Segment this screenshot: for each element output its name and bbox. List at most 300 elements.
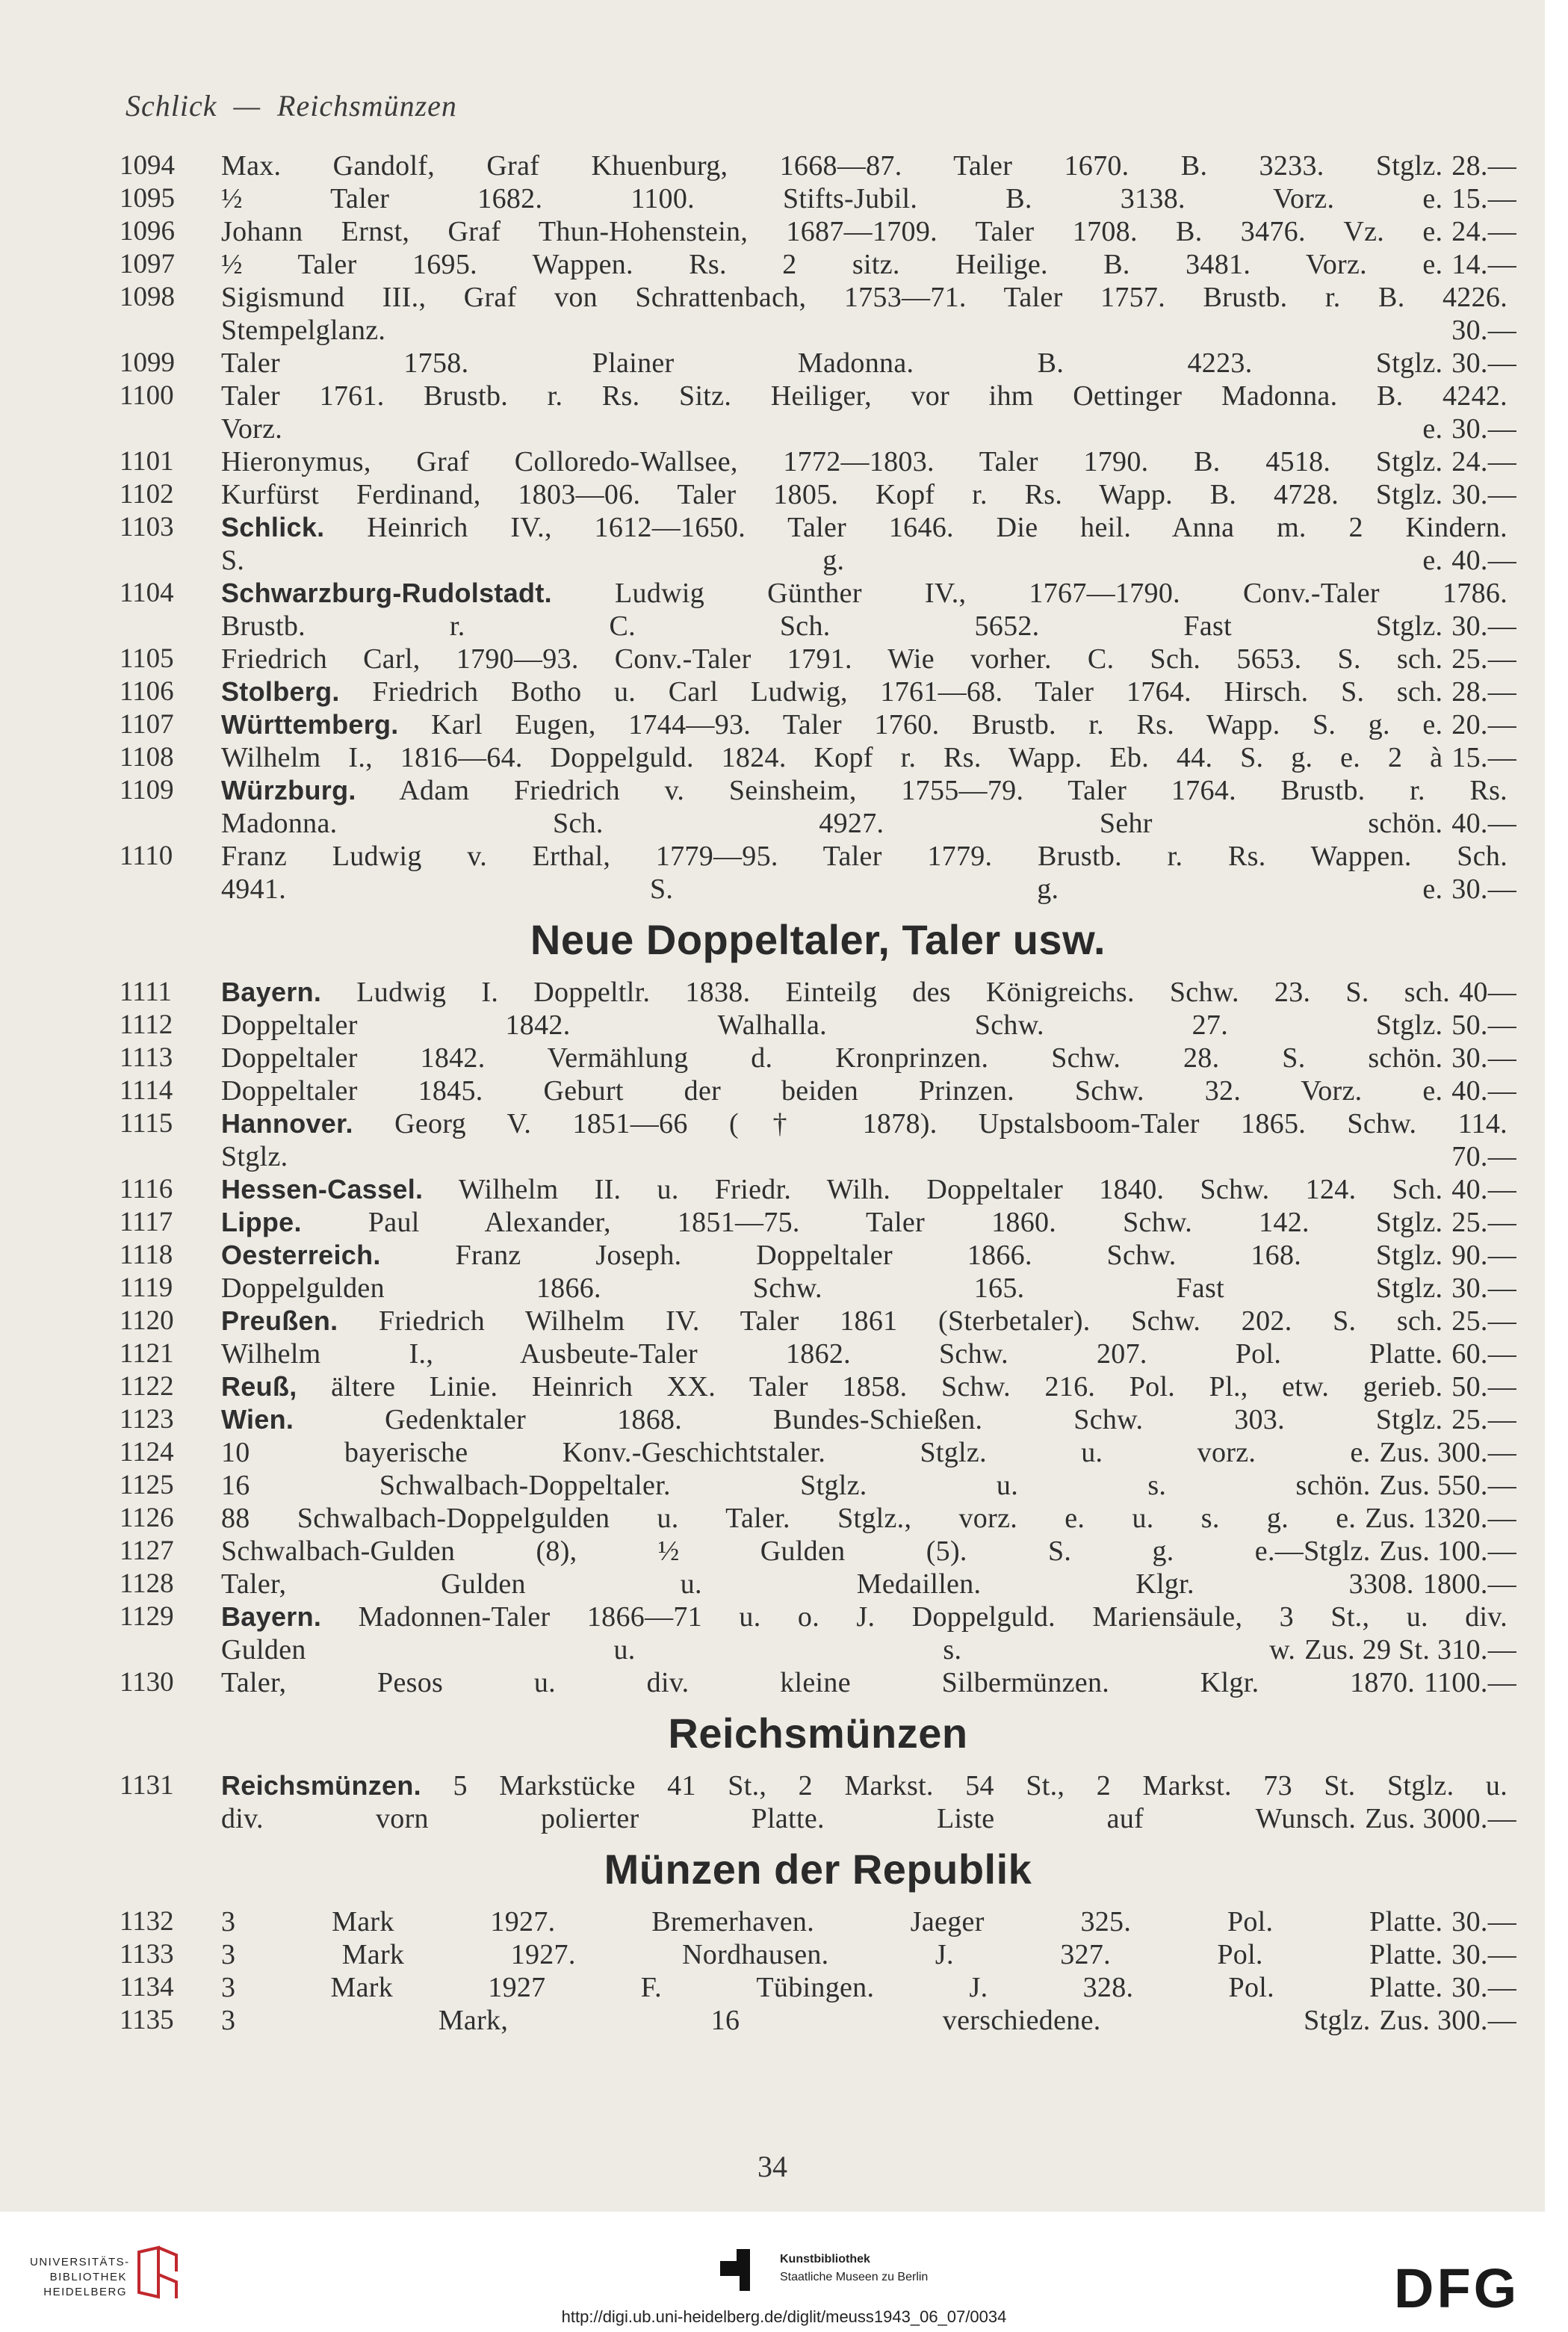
lot-number: 1097 (120, 249, 175, 279)
catalog-entry (120, 675, 1516, 708)
entry-body (221, 708, 1516, 741)
entry-text (221, 1009, 1443, 1042)
lot-number: 1123 (120, 1404, 174, 1435)
entry-text (221, 1769, 1507, 1802)
entry-text (221, 445, 1443, 478)
entry-description: Friedrich Wilhelm IV. Taler 1861 (Sterbetaler). Schw. 202. S. sch. (379, 1305, 1443, 1337)
permalink-url[interactable]: http://digi.ub.uni-heidelberg.de/diglit/meuss1943_06_07/0034 (561, 2307, 1007, 2326)
entry-price: 50.— (1451, 1371, 1516, 1402)
catalog-entry (120, 1971, 1516, 2004)
entry-heading: Schwarzburg-Rudolstadt. (221, 578, 552, 608)
entry-text (221, 1337, 1443, 1370)
lot-number: 1105 (120, 643, 174, 674)
entry-line (221, 478, 1516, 511)
lot-number: 1117 (120, 1207, 173, 1237)
entry-body (221, 149, 1516, 182)
lot-number: 1111 (120, 977, 172, 1007)
entry-price (1507, 1769, 1516, 1802)
lot-number: 1101 (120, 446, 174, 477)
entry-price (1507, 511, 1516, 544)
catalog-entry (120, 577, 1516, 643)
entry-heading: Württemberg. (221, 709, 399, 740)
entry-price: 40.— (1451, 545, 1516, 576)
entry-description: 88 Schwalbach-Doppelgulden u. Taler. Stglz., vorz. e. u. s. g. e. (221, 1503, 1357, 1534)
entry-text (221, 1802, 1356, 1835)
catalog-entry (120, 149, 1516, 182)
lot-number: 1110 (120, 841, 173, 871)
entry-description: ältere Linie. Heinrich XX. Taler 1858. Schw. 216. Pol. Pl., etw. gerieb. (331, 1371, 1443, 1402)
ub-logo-text (30, 2255, 130, 2300)
entry-line (221, 511, 1516, 544)
catalog-entry (120, 1042, 1516, 1074)
entry-price: 20.— (1451, 709, 1516, 740)
entry-description: Wilhelm I., 1816—64. Doppelguld. 1824. Kopf r. Rs. Wapp. Eb. 44. S. g. e. 2 à (221, 742, 1443, 773)
entry-price: 40.— (1451, 1174, 1516, 1205)
lot-number: 1131 (120, 1770, 174, 1801)
ub-logo-line: HEIDELBERG (43, 2286, 127, 2298)
entry-heading: Hessen-Cassel. (221, 1174, 424, 1204)
catalog-entry (120, 1469, 1516, 1502)
catalog-entry (120, 1535, 1516, 1568)
entry-body (221, 1535, 1516, 1568)
kunstbibliothek-subtitle: Staatliche Museen zu Berlin (780, 2271, 929, 2283)
entry-text (221, 1568, 1414, 1600)
lot-number: 1132 (120, 1906, 174, 1937)
entry-line (221, 610, 1516, 643)
catalog-entry (120, 1206, 1516, 1239)
catalog-entry (120, 1568, 1516, 1600)
entry-line (221, 1272, 1516, 1305)
catalog-entry (120, 1107, 1516, 1173)
entry-price: 40.— (1451, 808, 1516, 839)
entry-line (221, 675, 1516, 708)
entry-text (221, 1666, 1415, 1699)
entry-text (221, 1305, 1443, 1337)
entry-price (1507, 281, 1516, 314)
entry-body (221, 511, 1516, 577)
entry-body (221, 1905, 1516, 1938)
entry-heading: Hannover. (221, 1108, 353, 1139)
lot-number: 1130 (120, 1667, 174, 1698)
entry-line (221, 741, 1516, 774)
entry-text (221, 347, 1443, 380)
ub-logo-line: BIBLIOTHEK (49, 2271, 127, 2283)
entry-description: Brustb. r. C. Sch. 5652. Fast Stglz. (221, 610, 1443, 642)
entry-description: Paul Alexander, 1851—75. Taler 1860. Schw. 142. Stglz. (368, 1207, 1443, 1238)
entry-text (221, 1206, 1443, 1239)
entry-line (221, 1535, 1516, 1568)
entry-description: 4941. S. g. e. (221, 873, 1443, 905)
lot-number: 1113 (120, 1042, 173, 1073)
catalog-entry (120, 774, 1516, 840)
entry-line (221, 182, 1516, 215)
entry-price: 40.— (1451, 1075, 1516, 1107)
entry-line (221, 1905, 1516, 1938)
catalog-entry (120, 445, 1516, 478)
entry-body (221, 1009, 1516, 1042)
entry-text (221, 1042, 1443, 1074)
lot-number: 1107 (120, 709, 174, 740)
entry-price (1507, 577, 1516, 610)
entry-body (221, 577, 1516, 643)
catalog-entry (120, 976, 1516, 1009)
entry-heading: Lippe. (221, 1207, 302, 1237)
entry-text (221, 741, 1443, 774)
entry-line (221, 708, 1516, 741)
entry-price: 30.— (1451, 347, 1516, 379)
entry-description: Johann Ernst, Graf Thun-Hohenstein, 1687—1709. Taler 1708. B. 3476. Vz. e. (221, 216, 1443, 247)
catalog-entry (120, 840, 1516, 906)
entry-description: Kurfürst Ferdinand, 1803—06. Taler 1805. Kopf r. Rs. Wapp. B. 4728. Stglz. (221, 479, 1443, 510)
page-number: 34 (757, 2150, 787, 2183)
catalog-entry (120, 1173, 1516, 1206)
entry-text (221, 248, 1443, 281)
lot-number: 1126 (120, 1503, 174, 1533)
entry-line (221, 1009, 1516, 1042)
entry-body (221, 976, 1516, 1009)
lot-number: 1112 (120, 1009, 173, 1040)
entry-heading: Oesterreich. (221, 1240, 381, 1270)
entry-line (221, 1469, 1516, 1502)
entry-body (221, 1206, 1516, 1239)
entry-heading: Würzburg. (221, 775, 356, 805)
lot-number: 1102 (120, 479, 174, 510)
entry-text (221, 544, 1443, 577)
entry-line (221, 840, 1516, 873)
entry-body (221, 1568, 1516, 1600)
entry-price: 1800.— (1422, 1568, 1516, 1600)
entry-description: Franz Ludwig v. Erthal, 1779—95. Taler 1779. Brustb. r. Rs. Wappen. Sch. (221, 841, 1507, 872)
entry-text (221, 643, 1443, 675)
catalog-entry (120, 478, 1516, 511)
entry-line (221, 1502, 1516, 1535)
entry-price: 30.— (1451, 1042, 1516, 1074)
entry-text (221, 1905, 1443, 1938)
entry-line (221, 1206, 1516, 1239)
entry-line (221, 643, 1516, 675)
lot-number: 1122 (120, 1371, 174, 1402)
entry-description: Ludwig Günther IV., 1767—1790. Conv.-Taler 1786. (615, 578, 1507, 609)
entry-price: 50.— (1451, 1009, 1516, 1041)
entry-description: Heinrich IV., 1612—1650. Taler 1646. Die heil. Anna m. 2 Kindern. (367, 512, 1507, 543)
entry-body (221, 1502, 1516, 1535)
lot-number: 1106 (120, 676, 174, 707)
entry-text (221, 1140, 1443, 1173)
entry-description: Max. Gandolf, Graf Khuenburg, 1668—87. Taler 1670. B. 3233. Stglz. (221, 150, 1443, 182)
entry-description: Gedenktaler 1868. Bundes-Schießen. Schw. 303. Stglz. (385, 1404, 1443, 1435)
entry-line (221, 2004, 1516, 2037)
entry-heading: Preußen. (221, 1305, 338, 1336)
entry-line (221, 347, 1516, 380)
entry-price: 30.— (1451, 1972, 1516, 2003)
entry-text (221, 577, 1507, 610)
entry-body (221, 1370, 1516, 1403)
entry-description: ½ Taler 1682. 1100. Stifts-Jubil. B. 3138. Vorz. e. (221, 183, 1443, 214)
entry-body (221, 774, 1516, 840)
entry-text (221, 675, 1443, 708)
entry-description: Doppeltaler 1842. Walhalla. Schw. 27. Stglz. (221, 1009, 1443, 1041)
entry-line (221, 1568, 1516, 1600)
entry-text (221, 1370, 1443, 1403)
entry-description: Friedrich Carl, 1790—93. Conv.-Taler 1791. Wie vorher. C. Sch. 5653. S. sch. (221, 643, 1443, 675)
entry-text (221, 840, 1507, 873)
entry-body (221, 1938, 1516, 1971)
lot-number: 1114 (120, 1075, 173, 1106)
entry-line (221, 1337, 1516, 1370)
entry-description: Doppeltaler 1845. Geburt der beiden Prinzen. Schw. 32. Vorz. e. (221, 1075, 1443, 1107)
entry-price: Zus. 550.— (1379, 1470, 1516, 1501)
entry-description: Madonnen-Taler 1866—71 u. o. J. Doppelguld. Mariensäule, 3 St., u. div. (358, 1601, 1507, 1633)
entry-body (221, 445, 1516, 478)
entry-line (221, 1173, 1516, 1206)
entry-price: 30.— (1451, 413, 1516, 445)
entry-text (221, 1107, 1507, 1140)
entry-text (221, 1239, 1443, 1272)
lot-number: 1118 (120, 1240, 173, 1270)
lot-number: 1119 (120, 1272, 173, 1303)
lot-number: 1116 (120, 1174, 173, 1204)
entry-text (221, 478, 1443, 511)
entry-line (221, 577, 1516, 610)
entry-body (221, 182, 1516, 215)
entry-body (221, 478, 1516, 511)
entry-description: 5 Markstücke 41 St., 2 Markst. 54 St., 2 Markst. 73 St. Stglz. u. (453, 1770, 1507, 1801)
entry-line (221, 1370, 1516, 1403)
lot-number: 1129 (120, 1601, 174, 1632)
entry-body (221, 1272, 1516, 1305)
lot-number: 1095 (120, 183, 175, 214)
catalog-entry (120, 1239, 1516, 1272)
entry-text (221, 215, 1443, 248)
entry-price: Zus. 29 St. 310.— (1304, 1634, 1516, 1666)
dfg-logo: DFG (1394, 2257, 1520, 2319)
entry-description: 3 Mark 1927. Nordhausen. J. 327. Pol. Platte. (221, 1939, 1443, 1970)
entry-line (221, 380, 1516, 412)
entry-body (221, 1971, 1516, 2004)
catalog-entry (120, 1502, 1516, 1535)
entry-price: 30.— (1451, 479, 1516, 510)
entry-body (221, 281, 1516, 347)
entry-description: Ludwig I. Doppeltlr. 1838. Einteilg des Königreichs. Schw. 23. S. sch. (356, 977, 1451, 1008)
entry-body (221, 1600, 1516, 1666)
entry-body (221, 643, 1516, 675)
catalog-entry (120, 1370, 1516, 1403)
entry-description: div. vorn polierter Platte. Liste auf Wunsch. (221, 1803, 1357, 1834)
entry-description: Stglz. (221, 1141, 288, 1172)
entry-text (221, 1938, 1443, 1971)
entry-price: 15.— (1451, 742, 1516, 773)
catalog-entry (120, 1666, 1516, 1699)
entry-text (221, 182, 1443, 215)
catalog-entry (120, 1305, 1516, 1337)
entry-body (221, 1436, 1516, 1469)
entry-text (221, 1535, 1371, 1568)
lot-number: 1096 (120, 216, 175, 247)
entry-line (221, 215, 1516, 248)
entry-description: Taler 1758. Plainer Madonna. B. 4223. Stglz. (221, 347, 1443, 379)
entry-price: 30.— (1451, 873, 1516, 905)
catalog-entry (120, 1769, 1516, 1835)
entry-text (221, 412, 1443, 445)
catalog-entry (120, 708, 1516, 741)
catalog-entry (120, 1074, 1516, 1107)
entry-description: Wilhelm I., Ausbeute-Taler 1862. Schw. 207. Pol. Platte. (221, 1338, 1443, 1370)
running-head: Schlick — Reichsmünzen (125, 89, 457, 123)
entry-text (221, 1272, 1443, 1305)
entry-description: Gulden u. s. w. (221, 1634, 1296, 1666)
entry-heading: Reuß, (221, 1371, 297, 1402)
catalog-entry (120, 1272, 1516, 1305)
entry-body (221, 2004, 1516, 2037)
catalog-entry (120, 1009, 1516, 1042)
entry-line (221, 1666, 1516, 1699)
lot-number: 1127 (120, 1535, 174, 1566)
entry-line (221, 807, 1516, 840)
entry-description: 16 Schwalbach-Doppeltaler. Stglz. u. s. schön. (221, 1470, 1371, 1501)
catalog-entry (120, 281, 1516, 347)
entry-price: 15.— (1451, 183, 1516, 214)
entry-heading: Wien. (221, 1404, 294, 1435)
page-edge (1545, 0, 1568, 2212)
entry-price: 60.— (1451, 1338, 1516, 1370)
entry-price (1507, 380, 1516, 412)
lot-number: 1109 (120, 775, 174, 805)
entry-body (221, 1666, 1516, 1699)
entry-price: 25.— (1451, 1404, 1516, 1435)
entry-description: Vorz. e. (221, 413, 1443, 445)
entry-description: Madonna. Sch. 4927. Sehr schön. (221, 808, 1443, 839)
entry-body (221, 1769, 1516, 1835)
kunstbibliothek-logo-icon (717, 2246, 768, 2294)
entry-line (221, 1971, 1516, 2004)
entry-line (221, 774, 1516, 807)
entry-price: 1100.— (1424, 1667, 1516, 1698)
entry-description: S. g. e. (221, 545, 1443, 576)
lot-number: 1100 (120, 380, 174, 411)
entry-line (221, 544, 1516, 577)
catalog-entry (120, 741, 1516, 774)
lot-number: 1121 (120, 1338, 174, 1369)
entry-description: Adam Friedrich v. Seinsheim, 1755—79. Taler 1764. Brustb. r. Rs. (399, 775, 1507, 806)
entry-line (221, 1938, 1516, 1971)
entry-body (221, 1239, 1516, 1272)
entry-line (221, 1305, 1516, 1337)
entry-line (221, 281, 1516, 314)
entry-text (221, 873, 1443, 906)
entry-price: 24.— (1451, 446, 1516, 477)
catalog-entry (120, 1938, 1516, 1971)
entry-body (221, 380, 1516, 445)
entry-line (221, 1042, 1516, 1074)
lot-number: 1099 (120, 347, 175, 378)
entry-body (221, 215, 1516, 248)
entry-line (221, 1802, 1516, 1835)
lot-number: 1125 (120, 1470, 174, 1500)
entry-body (221, 347, 1516, 380)
entry-price: 25.— (1451, 1305, 1516, 1337)
entry-heading: Reichsmünzen. (221, 1770, 421, 1801)
entry-description: Doppelgulden 1866. Schw. 165. Fast Stglz. (221, 1272, 1443, 1304)
entry-line (221, 1239, 1516, 1272)
catalog-content (120, 149, 1516, 2037)
entry-body (221, 1403, 1516, 1436)
entry-description: Friedrich Botho u. Carl Ludwig, 1761—68. Taler 1764. Hirsch. S. sch. (372, 676, 1443, 708)
entry-price: Zus. 300.— (1379, 1437, 1516, 1468)
entry-description: Wilhelm II. u. Friedr. Wilh. Doppeltaler 1840. Schw. 124. Sch. (458, 1174, 1443, 1205)
entry-line (221, 1403, 1516, 1436)
entry-price: 30.— (1451, 610, 1516, 642)
entry-price: 30.— (1451, 1272, 1516, 1304)
entry-text (221, 1502, 1356, 1535)
section-title: Münzen der Republik (604, 1846, 1032, 1893)
kunstbibliothek-title: Kunstbibliothek (780, 2253, 870, 2265)
entry-body (221, 248, 1516, 281)
catalog-entry (120, 1600, 1516, 1666)
entry-description: Schwalbach-Gulden (8), ½ Gulden (5). S. g. e.—Stglz. (221, 1535, 1371, 1567)
lot-number: 1094 (120, 150, 175, 181)
lot-number: 1133 (120, 1939, 174, 1970)
entry-description: Taler, Gulden u. Medaillen. Klgr. 3308. (221, 1568, 1414, 1600)
entry-price (1507, 1600, 1516, 1633)
entry-line (221, 1140, 1516, 1173)
entry-price: 28.— (1451, 676, 1516, 708)
entry-text (221, 708, 1443, 741)
lot-number: 1134 (120, 1972, 174, 2002)
entry-line (221, 1074, 1516, 1107)
catalog-entry (120, 1403, 1516, 1436)
lot-number: 1124 (120, 1437, 174, 1467)
entry-price: 28.— (1451, 150, 1516, 182)
catalog-entry (120, 511, 1516, 577)
entry-text (221, 1436, 1371, 1469)
entry-text (221, 314, 1443, 347)
entry-text (221, 1633, 1295, 1666)
entry-line (221, 314, 1516, 347)
entry-description: 3 Mark 1927. Bremerhaven. Jaeger 325. Pol. Platte. (221, 1906, 1443, 1937)
entry-line (221, 1600, 1516, 1633)
entry-price: Zus. 1320.— (1365, 1503, 1516, 1534)
entry-heading: Stolberg. (221, 676, 340, 707)
entry-price: 25.— (1451, 643, 1516, 675)
ub-logo-icon (131, 2245, 184, 2301)
entry-text (221, 380, 1507, 412)
catalog-entry (120, 2004, 1516, 2037)
entry-body (221, 1074, 1516, 1107)
entry-description: Hieronymus, Graf Colloredo-Wallsee, 1772—1803. Taler 1790. B. 4518. Stglz. (221, 446, 1443, 477)
entry-text (221, 1074, 1443, 1107)
catalog-entry (120, 1436, 1516, 1469)
entry-heading: Schlick. (221, 512, 325, 542)
entry-line (221, 445, 1516, 478)
entry-price (1507, 840, 1516, 873)
catalog-entry (120, 215, 1516, 248)
entry-line (221, 149, 1516, 182)
entry-line (221, 976, 1516, 1009)
entry-text (221, 1403, 1443, 1436)
entry-body (221, 1042, 1516, 1074)
catalog-entry (120, 380, 1516, 445)
catalog-entry (120, 347, 1516, 380)
kunstbibliothek-text (780, 2251, 928, 2286)
entry-text (221, 1971, 1443, 2004)
lot-number: 1128 (120, 1568, 174, 1599)
entry-text (221, 1600, 1507, 1633)
entry-description: Taler 1761. Brustb. r. Rs. Sitz. Heiliger, vor ihm Oettinger Madonna. B. 4242. (221, 380, 1507, 412)
entry-description: ½ Taler 1695. Wappen. Rs. 2 sitz. Heilige. B. 3481. Vorz. e. (221, 249, 1443, 280)
entry-description: Karl Eugen, 1744—93. Taler 1760. Brustb. r. Rs. Wapp. S. g. e. (431, 709, 1443, 740)
entry-body (221, 1469, 1516, 1502)
entry-line (221, 248, 1516, 281)
